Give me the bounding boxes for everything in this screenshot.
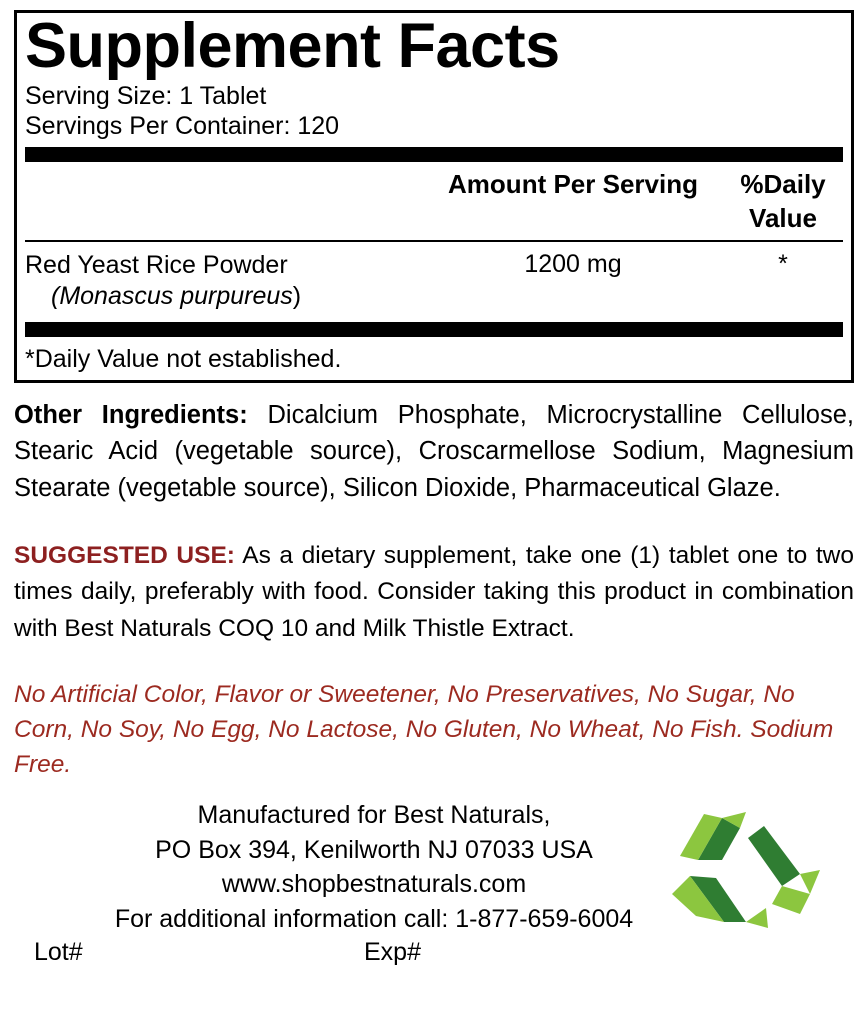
other-ingredients <box>14 397 854 506</box>
free-from-claims: No Artificial Color, Flavor or Sweetener, No Preservatives, No Sugar, No Corn, No Soy, No Egg, No Lactose, No Gluten, No Wheat, No Fish. Sodium Free. <box>14 680 834 778</box>
suggested-use <box>14 538 854 648</box>
table-row <box>25 242 843 319</box>
ingredient-latin-name: (Monascus purpureus) <box>51 281 302 310</box>
ingredient-name: Red Yeast Rice Powder <box>25 250 288 279</box>
page-title: Supplement Facts <box>25 11 560 81</box>
recycle-icon <box>660 804 840 934</box>
manufacturer-address: PO Box 394, Kenilworth NJ 07033 USA <box>155 835 593 864</box>
ingredient-name-cell <box>25 250 423 313</box>
divider-thick-top <box>25 147 843 162</box>
website-url[interactable]: www.shopbestnaturals.com <box>221 870 527 899</box>
contact-phone: For additional information call: 1-877-659-6004 <box>114 904 634 933</box>
divider-thick-bottom <box>25 322 843 337</box>
lot-exp-row <box>14 938 854 967</box>
serving-size: Serving Size: 1 Tablet <box>25 82 267 110</box>
column-header-daily-value: %Daily Value <box>740 169 826 233</box>
ingredient-latin-text: Monascus purpureus <box>59 281 293 310</box>
other-ingredients-label: Other Ingredients: <box>14 401 248 430</box>
ingredient-amount: 1200 mg <box>524 249 622 278</box>
servings-per-container: Servings Per Container: 120 <box>25 111 340 140</box>
column-header-amount: Amount Per Serving <box>448 169 698 199</box>
manufacturer-line-1: Manufactured for Best Naturals, <box>197 801 551 830</box>
supplement-facts-panel <box>14 10 854 383</box>
table-header-row <box>25 162 843 240</box>
ingredient-daily-value: * <box>778 249 788 278</box>
footer <box>14 798 854 968</box>
exp-label: Exp# <box>364 938 421 967</box>
suggested-use-text: As a dietary supplement, take one (1) tablet one to two times daily, preferably with food. Consider taking this product in combination with Best Naturals COQ 10 and Milk Thistle Extract. <box>14 541 854 643</box>
daily-value-footnote: *Daily Value not established. <box>25 345 342 374</box>
other-ingredients-text: Dicalcium Phosphate, Microcrystalline Cellulose, Stearic Acid (vegetable source), Croscarmellose Sodium, Magnesium Stearate (vegetable source), Silicon Dioxide, Pharmaceutical Glaze. <box>14 401 855 502</box>
lot-label: Lot# <box>34 938 83 967</box>
suggested-use-label: SUGGESTED USE: <box>14 541 235 569</box>
